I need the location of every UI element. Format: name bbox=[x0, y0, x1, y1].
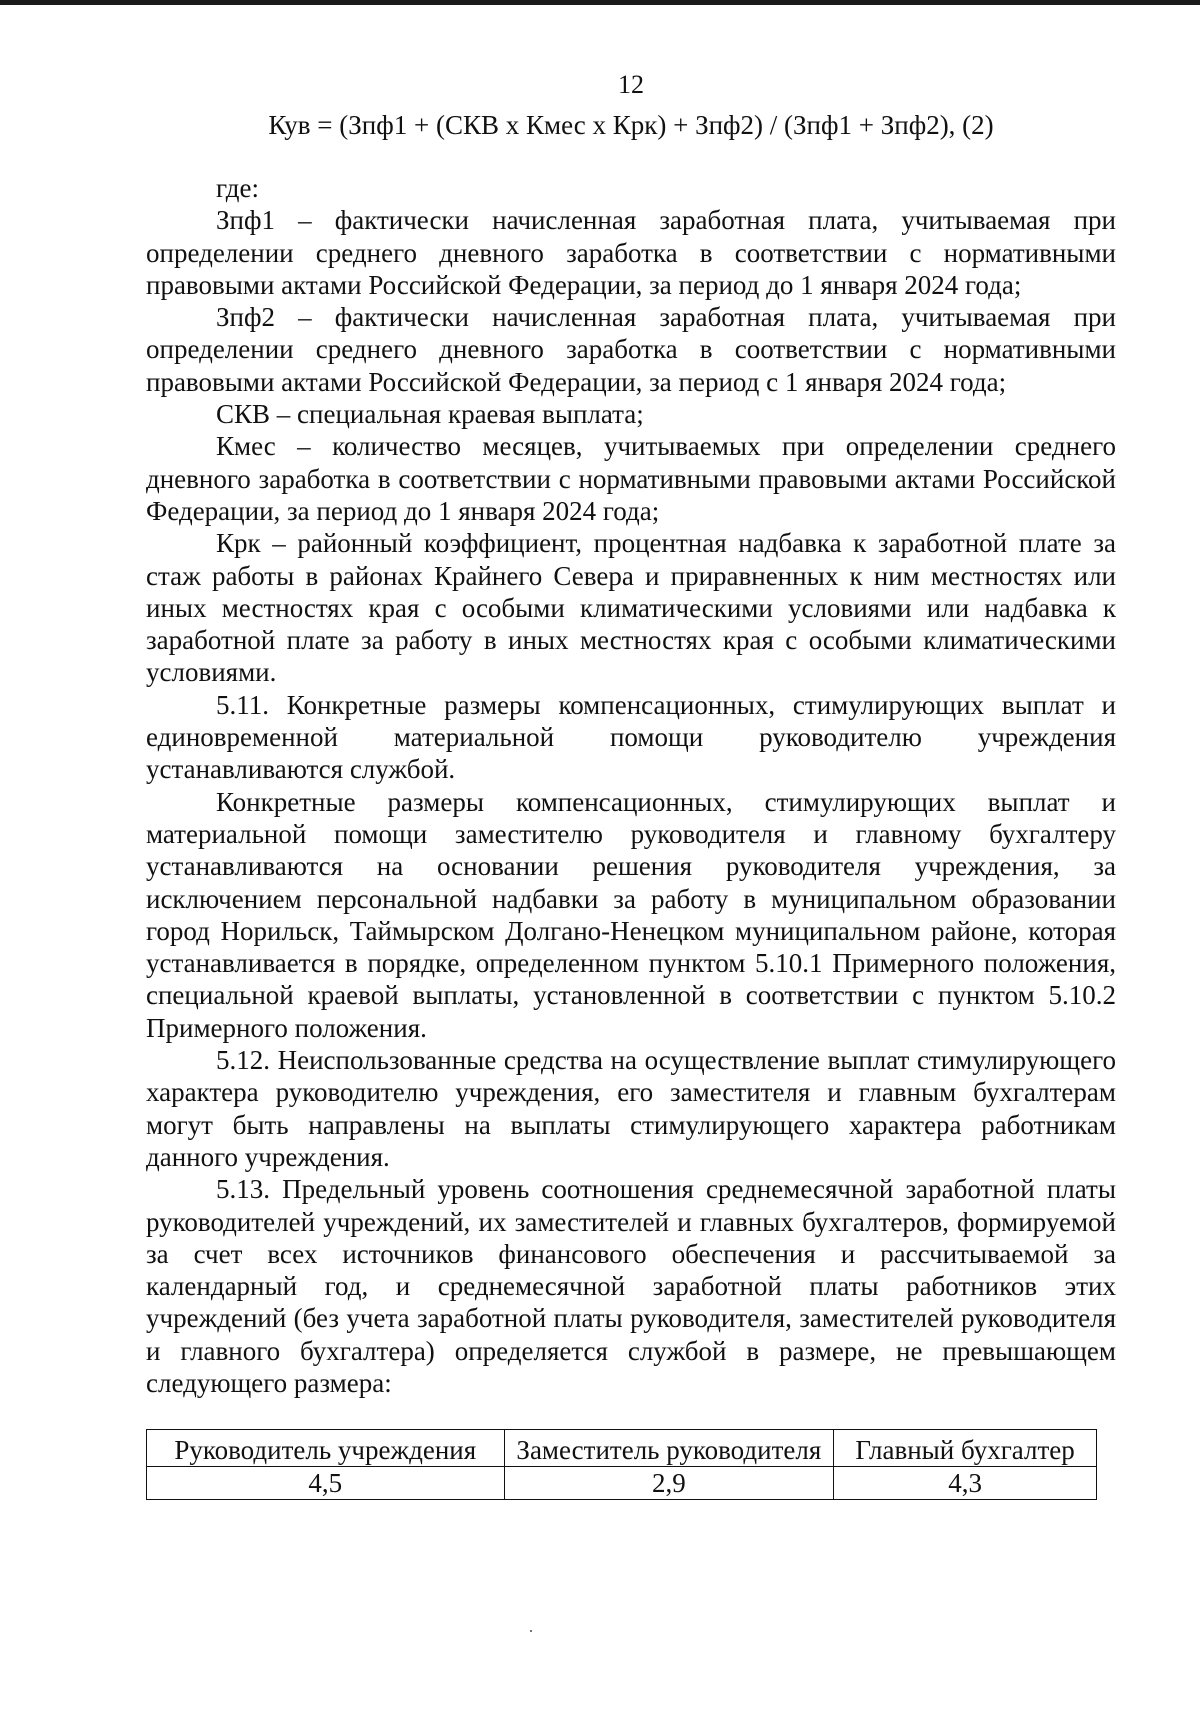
header-head-of-institution: Руководитель учреждения bbox=[147, 1430, 505, 1467]
paragraph-5-12: 5.12. Неиспользованные средства на осуществление выплат стимулирующего характера руководителю учреждения, его заместителя и главным бухгалтерам могут быть направлены на выплаты стимулирующего характера работникам данного учреждения. bbox=[146, 1045, 1116, 1172]
paragraph-where: где: bbox=[216, 173, 259, 203]
value-head-of-institution: 4,5 bbox=[147, 1467, 505, 1500]
paragraph-krk: Крк – районный коэффициент, процентная надбавка к заработной плате за стаж работы в районах Крайнего Севера и приравненных к ним местностях или иных местностях края с особыми климатическими условиями или надбавка к заработной плате за работу в иных местностях края с особыми климатическими условиями. bbox=[146, 528, 1116, 688]
table-row bbox=[147, 1467, 1097, 1500]
paragraph-skv: СКВ – специальная краевая выплата; bbox=[216, 399, 644, 430]
formula-2: Кув = (Зпф1 + (СКВ х Кмес х Крк) + Зпф2) / (Зпф1 + Зпф2), (2) bbox=[268, 110, 994, 140]
paragraph-5-11-cont: Конкретные размеры компенсационных, стимулирующих выплат и материальной помощи заместителю руководителя и главному бухгалтеру устанавливаются на основании решения руководителя учреждения, за исключением персональной надбавки за работу в муниципальном образовании город Норильск, Таймырском Долгано-Ненецком муниципальном районе, которая устанавливается в порядке, определенном пунктом 5.10.1 Примерного положения, специальной краевой выплаты, установленной в соответствии с пунктом 5.10.2 Примерного положения. bbox=[146, 786, 1116, 1043]
scan-top-edge bbox=[0, 0, 1200, 5]
document-page bbox=[146, 70, 1116, 1500]
paragraph-zpf1: Зпф1 – фактически начисленная заработная плата, учитываемая при определении среднего дневного заработка в соответствии с нормативными правовыми актами Российской Федерации, за период до 1 января 2024 года; bbox=[146, 205, 1116, 300]
ratio-table bbox=[146, 1429, 1097, 1500]
header-chief-accountant: Главный бухгалтер bbox=[834, 1430, 1097, 1467]
header-deputy-head: Заместитель руководителя bbox=[504, 1430, 834, 1467]
page-number: 12 bbox=[618, 70, 644, 99]
paragraph-5-11: 5.11. Конкретные размеры компенсационных, стимулирующих выплат и единовременной материальной помощи руководителю учреждения устанавливаются службой. bbox=[146, 689, 1116, 785]
ratio-table-wrapper bbox=[146, 1429, 1116, 1500]
value-chief-accountant: 4,3 bbox=[834, 1467, 1097, 1500]
value-deputy-head: 2,9 bbox=[504, 1467, 834, 1500]
paragraph-zpf2: Зпф2 – фактически начисленная заработная плата, учитываемая при определении среднего дневного заработка в соответствии с нормативными правовыми актами Российской Федерации, за период с 1 января 2024 года; bbox=[146, 302, 1116, 397]
scan-artifact bbox=[530, 1630, 532, 1632]
table-header-row bbox=[147, 1430, 1097, 1467]
paragraph-kmes: Кмес – количество месяцев, учитываемых при определении среднего дневного заработка в соответствии с нормативными правовыми актами Российской Федерации, за период до 1 января 2024 года; bbox=[146, 431, 1116, 526]
paragraph-5-13: 5.13. Предельный уровень соотношения среднемесячной заработной платы руководителей учреждений, их заместителей и главных бухгалтеров, формируемой за счет всех источников финансового обеспечения и рассчитываемой за календарный год, и среднемесячной заработной платы работников этих учреждений (без учета заработной платы руководителя, заместителей руководителя и главного бухгалтера) определяется службой в размере, не превышающем следующего размера: bbox=[146, 1174, 1116, 1398]
